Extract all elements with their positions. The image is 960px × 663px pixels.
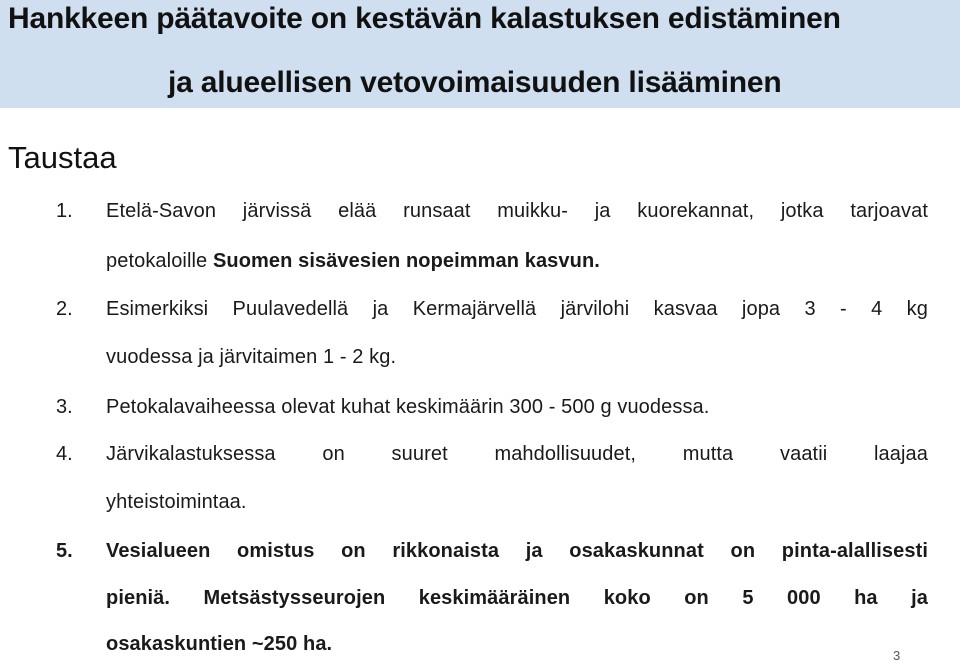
list-item-number: 2. <box>56 298 73 320</box>
slide-title-line1: Hankkeen päätavoite on kestävän kalastuksen edistäminen <box>8 2 841 35</box>
title-band <box>0 0 960 108</box>
list-item-line: Järvikalastuksessa on suuret mahdollisuudet, mutta vaatii laajaa <box>106 443 928 465</box>
page-number: 3 <box>893 648 901 663</box>
slide-title-line2: ja alueellisen vetovoimaisuuden lisääminen <box>168 66 782 99</box>
list-item-line: Petokalavaiheessa olevat kuhat keskimäärin 300 - 500 g vuodessa. <box>106 396 710 418</box>
list-item-number: 4. <box>56 443 73 465</box>
list-item-emphasis: Suomen sisävesien nopeimman kasvun. <box>212 250 600 272</box>
list-item-line <box>106 250 600 273</box>
list-item-line: vuodessa ja järvitaimen 1 - 2 kg. <box>106 346 397 368</box>
list-item-line: Vesialueen omistus on rikkonaista ja osakaskunnat on pinta-alallisesti <box>106 540 928 562</box>
list-item-text: petokaloille <box>106 250 213 272</box>
list-item-line: yhteistoimintaa. <box>106 491 247 513</box>
list-item-line: pieniä. Metsästysseurojen keskimääräinen koko on 5 000 ha ja <box>106 587 928 609</box>
list-item-line: Etelä-Savon järvissä elää runsaat muikku- ja kuorekannat, jotka tarjoavat <box>106 200 928 222</box>
list-item-number: 1. <box>56 200 73 222</box>
section-heading: Taustaa <box>8 140 117 175</box>
list-item-line: Esimerkiksi Puulavedellä ja Kermajärvellä järvilohi kasvaa jopa 3 - 4 kg <box>106 298 928 320</box>
list-item-number: 3. <box>56 396 73 418</box>
list-item-number: 5. <box>56 540 73 562</box>
list-item-line: osakaskuntien ~250 ha. <box>106 633 333 655</box>
